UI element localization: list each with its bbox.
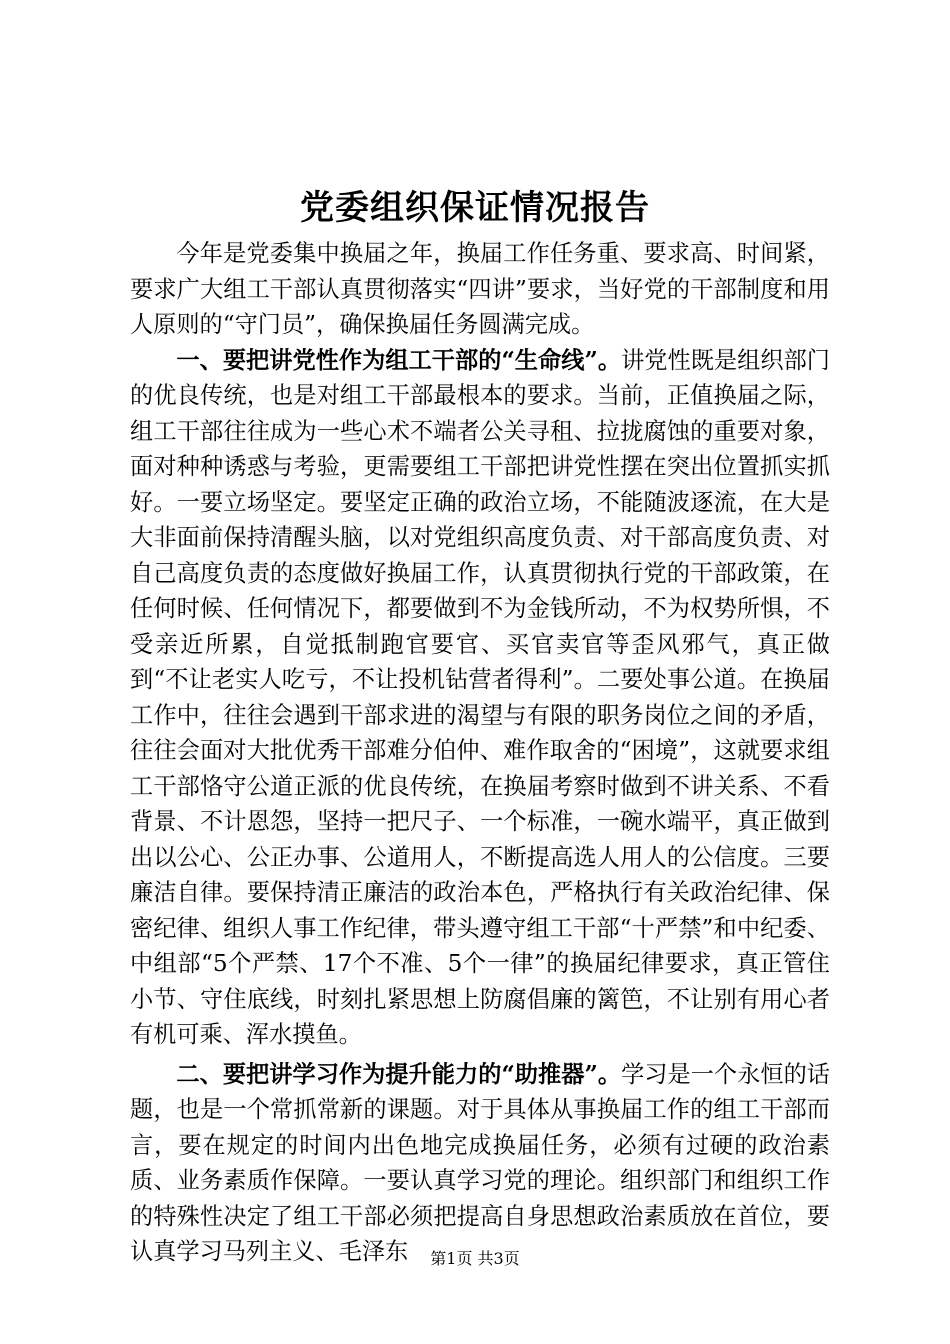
- section-1-paragraph: [130, 343, 830, 1053]
- page-footer: 第1页 共3页: [430, 1249, 520, 1268]
- document-title: 党委组织保证情况报告: [300, 188, 650, 228]
- section-1-body: 讲党性既是组织部门的优良传统，也是对组工干部最根本的要求。当前，正值换届之际，组工干部往往成为一些心术不端者公关寻租、拉拢腐蚀的重要对象，面对种种诱惑与考验，更需要组工干部把讲党性摆在突出位置抓实抓好。一要立场坚定。要坚定正确的政治立场，不能随波逐流，在大是大非面前保持清醒头脑，以对党组织高度负责、对干部高度负责、对自己高度负责的态度做好换届工作，认真贯彻执行党的干部政策，在任何时候、任何情况下，都要做到不为金钱所动，不为权势所惧，不受亲近所累，自觉抵制跑官要官、买官卖官等歪风邪气，真正做到“不让老实人吃亏，不让投机钻营者得利”。二要处事公道。在换届工作中，往往会遇到干部求进的渴望与有限的职务岗位之间的矛盾，往往会面对大批优秀干部难分伯仲、难作取舍的“困境”，这就要求组工干部恪守公道正派的优良传统，在换届考察时做到不讲关系、不看背景、不计恩怨，坚持一把尺子、一个标准，一碗水端平，真正做到出以公心、公正办事、公道用人，不断提高选人用人的公信度。三要廉洁自律。要保持清正廉洁的政治本色，严格执行有关政治纪律、保密纪律、组织人事工作纪律，带头遵守组工干部“十严禁”和中纪委、中组部“5个严禁、17个不准、5个一律”的换届纪律要求，真正管住小节、守住底线，时刻扎紧思想上防腐倡廉的篱笆，不让别有用心者有机可乘、浑水摸鱼。: [130, 346, 830, 1048]
- intro-paragraph: 今年是党委集中换届之年，换届工作任务重、要求高、时间紧，要求广大组工干部认真贯彻落实“四讲”要求，当好党的干部制度和用人原则的“守门员”，确保换届任务圆满完成。: [130, 240, 830, 338]
- section-2-body: 学习是一个永恒的话题，也是一个常抓常新的课题。对于具体从事换届工作的组工干部而言，要在规定的时间内出色地完成换届任务，必须有过硬的政治素质、业务素质作保障。一要认真学习党的理论。组织部门和组织工作的特殊性决定了组工干部必须把提高自身思想政治素质放在首位，要认真学习马列主义、毛泽东: [130, 1060, 830, 1265]
- document-body: [130, 236, 830, 1270]
- section-2-heading: 二、要把讲学习作为提升能力的“助推器”。: [176, 1060, 622, 1088]
- section-1-heading: 一、要把讲党性作为组工干部的“生命线”。: [176, 346, 622, 374]
- section-2-paragraph: [130, 1057, 830, 1270]
